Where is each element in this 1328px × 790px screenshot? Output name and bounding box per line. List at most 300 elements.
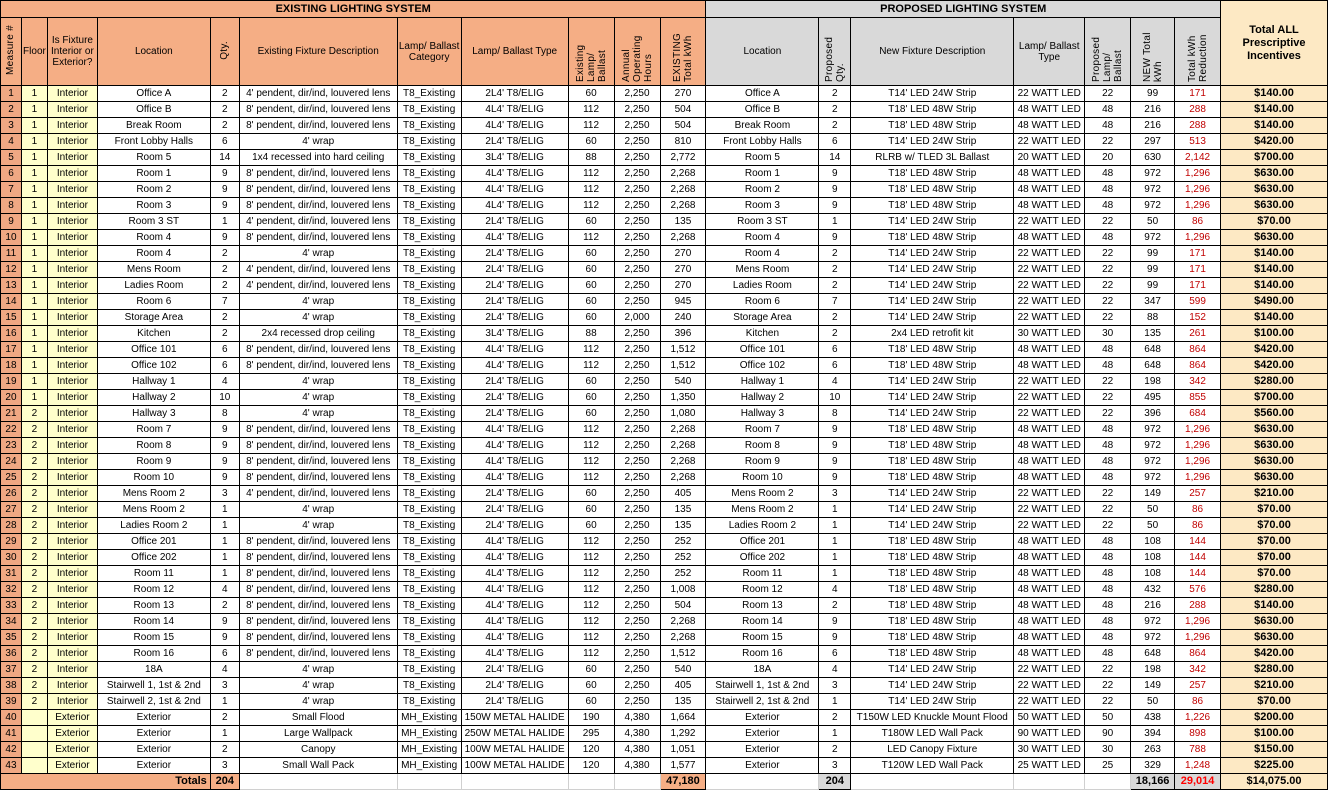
interior-exterior-cell[interactable]: Interior: [47, 406, 97, 422]
proposed-location-cell[interactable]: Stairwell 1, 1st & 2nd: [706, 678, 819, 694]
proposed-location-cell[interactable]: Office 102: [706, 358, 819, 374]
proposed-qty-cell[interactable]: 3: [819, 486, 851, 502]
proposed-qty-cell[interactable]: 2: [819, 310, 851, 326]
floor-cell[interactable]: [21, 742, 47, 758]
proposed-lamp-ballast-cell[interactable]: 48: [1085, 182, 1131, 198]
kwh-reduction-cell[interactable]: 152: [1175, 310, 1221, 326]
proposed-qty-cell[interactable]: 2: [819, 102, 851, 118]
annual-hours-cell[interactable]: 2,250: [614, 358, 660, 374]
location-cell[interactable]: Exterior: [97, 710, 210, 726]
interior-exterior-cell[interactable]: Interior: [47, 454, 97, 470]
location-cell[interactable]: Mens Room: [97, 262, 210, 278]
interior-exterior-cell[interactable]: Interior: [47, 150, 97, 166]
new-description-cell[interactable]: T14' LED 24W Strip: [851, 502, 1014, 518]
floor-cell[interactable]: 2: [21, 422, 47, 438]
measure-number-cell[interactable]: 28: [1, 518, 22, 534]
existing-lamp-ballast-cell[interactable]: 112: [568, 454, 614, 470]
location-cell[interactable]: Room 9: [97, 454, 210, 470]
proposed-qty-cell[interactable]: 1: [819, 726, 851, 742]
floor-cell[interactable]: 1: [21, 182, 47, 198]
new-description-cell[interactable]: T14' LED 24W Strip: [851, 390, 1014, 406]
lamp-category-cell[interactable]: T8_Existing: [397, 358, 461, 374]
location-cell[interactable]: Room 15: [97, 630, 210, 646]
new-description-cell[interactable]: T18' LED 48W Strip: [851, 166, 1014, 182]
lamp-type-cell[interactable]: 4L4' T8/ELIG: [461, 630, 568, 646]
incentive-cell[interactable]: $630.00: [1221, 230, 1328, 246]
existing-description-cell[interactable]: 4' wrap: [239, 374, 397, 390]
annual-hours-cell[interactable]: 2,250: [614, 678, 660, 694]
location-cell[interactable]: Kitchen: [97, 326, 210, 342]
existing-lamp-ballast-cell[interactable]: 112: [568, 614, 614, 630]
lamp-type-cell[interactable]: 2L4' T8/ELIG: [461, 390, 568, 406]
location-cell[interactable]: Office 202: [97, 550, 210, 566]
lamp-category-cell[interactable]: T8_Existing: [397, 150, 461, 166]
annual-hours-cell[interactable]: 2,250: [614, 694, 660, 710]
location-cell[interactable]: Stairwell 1, 1st & 2nd: [97, 678, 210, 694]
annual-hours-cell[interactable]: 4,380: [614, 758, 660, 774]
qty-cell[interactable]: 14: [210, 150, 239, 166]
existing-description-cell[interactable]: 4' pendent, dir/ind, louvered lens: [239, 278, 397, 294]
incentive-cell[interactable]: $420.00: [1221, 342, 1328, 358]
proposed-lamp-ballast-cell[interactable]: 90: [1085, 726, 1131, 742]
new-description-cell[interactable]: T150W LED Knuckle Mount Flood: [851, 710, 1014, 726]
measure-number-cell[interactable]: 25: [1, 470, 22, 486]
new-kwh-cell[interactable]: 972: [1131, 454, 1175, 470]
proposed-lamp-ballast-cell[interactable]: 48: [1085, 534, 1131, 550]
existing-description-cell[interactable]: 8' pendent, dir/ind, louvered lens: [239, 342, 397, 358]
proposed-lamp-type-cell[interactable]: 48 WATT LED: [1014, 198, 1085, 214]
proposed-lamp-type-cell[interactable]: 48 WATT LED: [1014, 358, 1085, 374]
measure-number-cell[interactable]: 13: [1, 278, 22, 294]
kwh-reduction-cell[interactable]: 257: [1175, 678, 1221, 694]
annual-hours-cell[interactable]: 2,250: [614, 150, 660, 166]
annual-hours-cell[interactable]: 2,250: [614, 630, 660, 646]
measure-number-cell[interactable]: 1: [1, 86, 22, 102]
existing-lamp-ballast-cell[interactable]: 112: [568, 470, 614, 486]
location-cell[interactable]: Room 16: [97, 646, 210, 662]
incentive-cell[interactable]: $140.00: [1221, 262, 1328, 278]
lamp-category-cell[interactable]: T8_Existing: [397, 614, 461, 630]
existing-lamp-ballast-cell[interactable]: 60: [568, 262, 614, 278]
qty-cell[interactable]: 2: [210, 326, 239, 342]
interior-exterior-cell[interactable]: Exterior: [47, 710, 97, 726]
existing-description-cell[interactable]: 8' pendent, dir/ind, louvered lens: [239, 598, 397, 614]
interior-exterior-cell[interactable]: Interior: [47, 166, 97, 182]
proposed-lamp-type-cell[interactable]: 22 WATT LED: [1014, 518, 1085, 534]
floor-cell[interactable]: 2: [21, 406, 47, 422]
kwh-reduction-cell[interactable]: 288: [1175, 102, 1221, 118]
incentive-cell[interactable]: $70.00: [1221, 694, 1328, 710]
proposed-lamp-ballast-cell[interactable]: 30: [1085, 326, 1131, 342]
lamp-type-cell[interactable]: 4L4' T8/ELIG: [461, 598, 568, 614]
existing-kwh-cell[interactable]: 252: [660, 550, 706, 566]
proposed-location-cell[interactable]: Room 14: [706, 614, 819, 630]
new-kwh-cell[interactable]: 648: [1131, 342, 1175, 358]
location-cell[interactable]: Ladies Room 2: [97, 518, 210, 534]
lamp-type-cell[interactable]: 2L4' T8/ELIG: [461, 374, 568, 390]
floor-cell[interactable]: 2: [21, 470, 47, 486]
existing-description-cell[interactable]: 8' pendent, dir/ind, louvered lens: [239, 438, 397, 454]
new-description-cell[interactable]: T14' LED 24W Strip: [851, 406, 1014, 422]
new-kwh-cell[interactable]: 99: [1131, 86, 1175, 102]
existing-kwh-cell[interactable]: 504: [660, 598, 706, 614]
existing-lamp-ballast-cell[interactable]: 112: [568, 550, 614, 566]
existing-kwh-cell[interactable]: 2,268: [660, 198, 706, 214]
interior-exterior-cell[interactable]: Interior: [47, 390, 97, 406]
qty-cell[interactable]: 2: [210, 246, 239, 262]
new-description-cell[interactable]: T14' LED 24W Strip: [851, 486, 1014, 502]
lamp-type-cell[interactable]: 2L4' T8/ELIG: [461, 278, 568, 294]
existing-lamp-ballast-cell[interactable]: 60: [568, 390, 614, 406]
proposed-location-cell[interactable]: Break Room: [706, 118, 819, 134]
lamp-category-cell[interactable]: T8_Existing: [397, 550, 461, 566]
floor-cell[interactable]: 2: [21, 502, 47, 518]
lamp-category-cell[interactable]: T8_Existing: [397, 470, 461, 486]
proposed-qty-cell[interactable]: 2: [819, 262, 851, 278]
proposed-lamp-type-cell[interactable]: 30 WATT LED: [1014, 742, 1085, 758]
lamp-type-cell[interactable]: 2L4' T8/ELIG: [461, 518, 568, 534]
proposed-qty-cell[interactable]: 3: [819, 678, 851, 694]
annual-hours-cell[interactable]: 2,250: [614, 518, 660, 534]
lamp-type-cell[interactable]: 4L4' T8/ELIG: [461, 614, 568, 630]
kwh-reduction-cell[interactable]: 1,296: [1175, 182, 1221, 198]
new-kwh-cell[interactable]: 99: [1131, 246, 1175, 262]
kwh-reduction-cell[interactable]: 1,296: [1175, 422, 1221, 438]
measure-number-cell[interactable]: 37: [1, 662, 22, 678]
annual-hours-cell[interactable]: 2,000: [614, 310, 660, 326]
new-description-cell[interactable]: T18' LED 48W Strip: [851, 566, 1014, 582]
existing-kwh-cell[interactable]: 135: [660, 518, 706, 534]
floor-cell[interactable]: 1: [21, 102, 47, 118]
proposed-lamp-ballast-cell[interactable]: 48: [1085, 454, 1131, 470]
new-kwh-cell[interactable]: 495: [1131, 390, 1175, 406]
new-description-cell[interactable]: T18' LED 48W Strip: [851, 582, 1014, 598]
incentive-cell[interactable]: $225.00: [1221, 758, 1328, 774]
kwh-reduction-cell[interactable]: 684: [1175, 406, 1221, 422]
annual-hours-cell[interactable]: 2,250: [614, 566, 660, 582]
floor-cell[interactable]: 2: [21, 550, 47, 566]
lamp-type-cell[interactable]: 2L4' T8/ELIG: [461, 310, 568, 326]
measure-number-cell[interactable]: 6: [1, 166, 22, 182]
location-cell[interactable]: Exterior: [97, 726, 210, 742]
proposed-location-cell[interactable]: Room 13: [706, 598, 819, 614]
proposed-lamp-ballast-cell[interactable]: 48: [1085, 598, 1131, 614]
lamp-type-cell[interactable]: 2L4' T8/ELIG: [461, 214, 568, 230]
annual-hours-cell[interactable]: 2,250: [614, 662, 660, 678]
location-cell[interactable]: Room 3: [97, 198, 210, 214]
floor-cell[interactable]: 1: [21, 390, 47, 406]
existing-kwh-cell[interactable]: 1,051: [660, 742, 706, 758]
new-kwh-cell[interactable]: 108: [1131, 550, 1175, 566]
kwh-reduction-cell[interactable]: 342: [1175, 662, 1221, 678]
proposed-lamp-type-cell[interactable]: 22 WATT LED: [1014, 374, 1085, 390]
location-cell[interactable]: Hallway 1: [97, 374, 210, 390]
new-description-cell[interactable]: T14' LED 24W Strip: [851, 374, 1014, 390]
kwh-reduction-cell[interactable]: 855: [1175, 390, 1221, 406]
lamp-type-cell[interactable]: 100W METAL HALIDE: [461, 742, 568, 758]
lamp-category-cell[interactable]: T8_Existing: [397, 694, 461, 710]
existing-description-cell[interactable]: 1x4 recessed into hard ceiling: [239, 150, 397, 166]
location-cell[interactable]: Office B: [97, 102, 210, 118]
existing-lamp-ballast-cell[interactable]: 120: [568, 758, 614, 774]
floor-cell[interactable]: 2: [21, 598, 47, 614]
new-kwh-cell[interactable]: 972: [1131, 470, 1175, 486]
existing-lamp-ballast-cell[interactable]: 60: [568, 486, 614, 502]
proposed-qty-cell[interactable]: 10: [819, 390, 851, 406]
proposed-lamp-ballast-cell[interactable]: 48: [1085, 566, 1131, 582]
location-cell[interactable]: Front Lobby Halls: [97, 134, 210, 150]
measure-number-cell[interactable]: 16: [1, 326, 22, 342]
existing-kwh-cell[interactable]: 1,512: [660, 342, 706, 358]
proposed-lamp-ballast-cell[interactable]: 22: [1085, 502, 1131, 518]
kwh-reduction-cell[interactable]: 144: [1175, 550, 1221, 566]
qty-cell[interactable]: 4: [210, 662, 239, 678]
location-cell[interactable]: Room 5: [97, 150, 210, 166]
annual-hours-cell[interactable]: 2,250: [614, 502, 660, 518]
qty-cell[interactable]: 1: [210, 550, 239, 566]
existing-lamp-ballast-cell[interactable]: 60: [568, 134, 614, 150]
proposed-lamp-type-cell[interactable]: 22 WATT LED: [1014, 678, 1085, 694]
existing-description-cell[interactable]: 8' pendent, dir/ind, louvered lens: [239, 470, 397, 486]
proposed-location-cell[interactable]: Room 3 ST: [706, 214, 819, 230]
interior-exterior-cell[interactable]: Interior: [47, 374, 97, 390]
existing-lamp-ballast-cell[interactable]: 112: [568, 646, 614, 662]
incentive-cell[interactable]: $630.00: [1221, 422, 1328, 438]
new-kwh-cell[interactable]: 972: [1131, 198, 1175, 214]
location-cell[interactable]: Ladies Room: [97, 278, 210, 294]
lamp-type-cell[interactable]: 150W METAL HALIDE: [461, 710, 568, 726]
incentive-cell[interactable]: $560.00: [1221, 406, 1328, 422]
existing-kwh-cell[interactable]: 810: [660, 134, 706, 150]
proposed-location-cell[interactable]: Room 4: [706, 230, 819, 246]
existing-description-cell[interactable]: 4' wrap: [239, 694, 397, 710]
qty-cell[interactable]: 2: [210, 598, 239, 614]
new-kwh-cell[interactable]: 50: [1131, 502, 1175, 518]
lamp-category-cell[interactable]: T8_Existing: [397, 454, 461, 470]
qty-cell[interactable]: 6: [210, 342, 239, 358]
new-kwh-cell[interactable]: 972: [1131, 166, 1175, 182]
floor-cell[interactable]: 1: [21, 230, 47, 246]
measure-number-cell[interactable]: 10: [1, 230, 22, 246]
kwh-reduction-cell[interactable]: 1,226: [1175, 710, 1221, 726]
interior-exterior-cell[interactable]: Interior: [47, 438, 97, 454]
qty-cell[interactable]: 2: [210, 86, 239, 102]
proposed-lamp-ballast-cell[interactable]: 22: [1085, 374, 1131, 390]
proposed-location-cell[interactable]: Stairwell 2, 1st & 2nd: [706, 694, 819, 710]
annual-hours-cell[interactable]: 2,250: [614, 134, 660, 150]
incentive-cell[interactable]: $70.00: [1221, 550, 1328, 566]
incentive-cell[interactable]: $200.00: [1221, 710, 1328, 726]
existing-kwh-cell[interactable]: 1,512: [660, 358, 706, 374]
kwh-reduction-cell[interactable]: 1,296: [1175, 198, 1221, 214]
qty-cell[interactable]: 10: [210, 390, 239, 406]
existing-kwh-cell[interactable]: 2,268: [660, 614, 706, 630]
existing-lamp-ballast-cell[interactable]: 60: [568, 694, 614, 710]
proposed-lamp-ballast-cell[interactable]: 48: [1085, 342, 1131, 358]
proposed-location-cell[interactable]: Exterior: [706, 710, 819, 726]
lamp-type-cell[interactable]: 4L4' T8/ELIG: [461, 118, 568, 134]
proposed-qty-cell[interactable]: 2: [819, 86, 851, 102]
location-cell[interactable]: Stairwell 2, 1st & 2nd: [97, 694, 210, 710]
existing-description-cell[interactable]: 8' pendent, dir/ind, louvered lens: [239, 550, 397, 566]
proposed-qty-cell[interactable]: 1: [819, 534, 851, 550]
new-kwh-cell[interactable]: 432: [1131, 582, 1175, 598]
floor-cell[interactable]: [21, 726, 47, 742]
proposed-lamp-type-cell[interactable]: 48 WATT LED: [1014, 118, 1085, 134]
lamp-category-cell[interactable]: MH_Existing: [397, 742, 461, 758]
new-kwh-cell[interactable]: 198: [1131, 374, 1175, 390]
existing-kwh-cell[interactable]: 135: [660, 502, 706, 518]
new-kwh-cell[interactable]: 216: [1131, 598, 1175, 614]
new-description-cell[interactable]: T14' LED 24W Strip: [851, 246, 1014, 262]
proposed-location-cell[interactable]: Room 3: [706, 198, 819, 214]
new-description-cell[interactable]: T18' LED 48W Strip: [851, 102, 1014, 118]
measure-number-cell[interactable]: 36: [1, 646, 22, 662]
proposed-lamp-type-cell[interactable]: 22 WATT LED: [1014, 278, 1085, 294]
lamp-category-cell[interactable]: T8_Existing: [397, 630, 461, 646]
lamp-category-cell[interactable]: T8_Existing: [397, 342, 461, 358]
existing-description-cell[interactable]: 4' wrap: [239, 246, 397, 262]
qty-cell[interactable]: 4: [210, 582, 239, 598]
existing-lamp-ballast-cell[interactable]: 112: [568, 198, 614, 214]
kwh-reduction-cell[interactable]: 898: [1175, 726, 1221, 742]
new-kwh-cell[interactable]: 149: [1131, 486, 1175, 502]
proposed-lamp-ballast-cell[interactable]: 50: [1085, 710, 1131, 726]
lamp-category-cell[interactable]: T8_Existing: [397, 326, 461, 342]
kwh-reduction-cell[interactable]: 171: [1175, 86, 1221, 102]
lamp-category-cell[interactable]: T8_Existing: [397, 374, 461, 390]
floor-cell[interactable]: 1: [21, 166, 47, 182]
proposed-lamp-type-cell[interactable]: 48 WATT LED: [1014, 102, 1085, 118]
proposed-lamp-ballast-cell[interactable]: 48: [1085, 470, 1131, 486]
proposed-qty-cell[interactable]: 9: [819, 182, 851, 198]
proposed-qty-cell[interactable]: 3: [819, 758, 851, 774]
proposed-lamp-type-cell[interactable]: 48 WATT LED: [1014, 470, 1085, 486]
measure-number-cell[interactable]: 29: [1, 534, 22, 550]
kwh-reduction-cell[interactable]: 2,142: [1175, 150, 1221, 166]
measure-number-cell[interactable]: 23: [1, 438, 22, 454]
incentive-cell[interactable]: $100.00: [1221, 326, 1328, 342]
existing-kwh-cell[interactable]: 2,772: [660, 150, 706, 166]
existing-kwh-cell[interactable]: 1,080: [660, 406, 706, 422]
qty-cell[interactable]: 1: [210, 534, 239, 550]
existing-lamp-ballast-cell[interactable]: 112: [568, 230, 614, 246]
existing-lamp-ballast-cell[interactable]: 112: [568, 182, 614, 198]
proposed-lamp-type-cell[interactable]: 48 WATT LED: [1014, 422, 1085, 438]
new-description-cell[interactable]: T18' LED 48W Strip: [851, 422, 1014, 438]
proposed-qty-cell[interactable]: 9: [819, 470, 851, 486]
annual-hours-cell[interactable]: 2,250: [614, 534, 660, 550]
qty-cell[interactable]: 2: [210, 742, 239, 758]
measure-number-cell[interactable]: 41: [1, 726, 22, 742]
interior-exterior-cell[interactable]: Interior: [47, 518, 97, 534]
existing-description-cell[interactable]: 8' pendent, dir/ind, louvered lens: [239, 454, 397, 470]
proposed-lamp-ballast-cell[interactable]: 22: [1085, 278, 1131, 294]
lamp-category-cell[interactable]: T8_Existing: [397, 102, 461, 118]
interior-exterior-cell[interactable]: Interior: [47, 630, 97, 646]
existing-lamp-ballast-cell[interactable]: 112: [568, 102, 614, 118]
incentive-cell[interactable]: $100.00: [1221, 726, 1328, 742]
location-cell[interactable]: Office A: [97, 86, 210, 102]
location-cell[interactable]: Break Room: [97, 118, 210, 134]
interior-exterior-cell[interactable]: Interior: [47, 422, 97, 438]
proposed-qty-cell[interactable]: 1: [819, 566, 851, 582]
lamp-type-cell[interactable]: 4L4' T8/ELIG: [461, 182, 568, 198]
lamp-type-cell[interactable]: 100W METAL HALIDE: [461, 758, 568, 774]
annual-hours-cell[interactable]: 2,250: [614, 326, 660, 342]
location-cell[interactable]: Room 4: [97, 230, 210, 246]
proposed-lamp-type-cell[interactable]: 22 WATT LED: [1014, 294, 1085, 310]
qty-cell[interactable]: 3: [210, 758, 239, 774]
incentive-cell[interactable]: $140.00: [1221, 86, 1328, 102]
measure-number-cell[interactable]: 39: [1, 694, 22, 710]
proposed-lamp-ballast-cell[interactable]: 22: [1085, 486, 1131, 502]
proposed-lamp-type-cell[interactable]: 22 WATT LED: [1014, 694, 1085, 710]
annual-hours-cell[interactable]: 4,380: [614, 726, 660, 742]
existing-description-cell[interactable]: 8' pendent, dir/ind, louvered lens: [239, 630, 397, 646]
new-description-cell[interactable]: T14' LED 24W Strip: [851, 278, 1014, 294]
new-kwh-cell[interactable]: 394: [1131, 726, 1175, 742]
new-kwh-cell[interactable]: 108: [1131, 566, 1175, 582]
existing-kwh-cell[interactable]: 1,008: [660, 582, 706, 598]
new-description-cell[interactable]: T18' LED 48W Strip: [851, 550, 1014, 566]
proposed-lamp-ballast-cell[interactable]: 22: [1085, 262, 1131, 278]
new-kwh-cell[interactable]: 438: [1131, 710, 1175, 726]
floor-cell[interactable]: 2: [21, 566, 47, 582]
qty-cell[interactable]: 9: [210, 614, 239, 630]
incentive-cell[interactable]: $420.00: [1221, 646, 1328, 662]
existing-description-cell[interactable]: 4' pendent, dir/ind, louvered lens: [239, 486, 397, 502]
location-cell[interactable]: Hallway 2: [97, 390, 210, 406]
existing-lamp-ballast-cell[interactable]: 60: [568, 214, 614, 230]
floor-cell[interactable]: [21, 758, 47, 774]
new-description-cell[interactable]: T18' LED 48W Strip: [851, 182, 1014, 198]
lamp-category-cell[interactable]: T8_Existing: [397, 134, 461, 150]
existing-kwh-cell[interactable]: 1,512: [660, 646, 706, 662]
existing-lamp-ballast-cell[interactable]: 60: [568, 294, 614, 310]
kwh-reduction-cell[interactable]: 864: [1175, 358, 1221, 374]
new-description-cell[interactable]: T18' LED 48W Strip: [851, 646, 1014, 662]
existing-lamp-ballast-cell[interactable]: 60: [568, 518, 614, 534]
interior-exterior-cell[interactable]: Interior: [47, 246, 97, 262]
kwh-reduction-cell[interactable]: 144: [1175, 566, 1221, 582]
proposed-qty-cell[interactable]: 14: [819, 150, 851, 166]
annual-hours-cell[interactable]: 2,250: [614, 582, 660, 598]
incentive-cell[interactable]: $140.00: [1221, 278, 1328, 294]
interior-exterior-cell[interactable]: Interior: [47, 326, 97, 342]
existing-lamp-ballast-cell[interactable]: 112: [568, 582, 614, 598]
measure-number-cell[interactable]: 21: [1, 406, 22, 422]
measure-number-cell[interactable]: 18: [1, 358, 22, 374]
proposed-lamp-type-cell[interactable]: 48 WATT LED: [1014, 166, 1085, 182]
new-kwh-cell[interactable]: 50: [1131, 214, 1175, 230]
annual-hours-cell[interactable]: 2,250: [614, 214, 660, 230]
proposed-lamp-ballast-cell[interactable]: 22: [1085, 678, 1131, 694]
proposed-lamp-ballast-cell[interactable]: 48: [1085, 118, 1131, 134]
kwh-reduction-cell[interactable]: 1,248: [1175, 758, 1221, 774]
proposed-lamp-ballast-cell[interactable]: 48: [1085, 358, 1131, 374]
proposed-qty-cell[interactable]: 9: [819, 166, 851, 182]
location-cell[interactable]: Room 14: [97, 614, 210, 630]
proposed-qty-cell[interactable]: 1: [819, 214, 851, 230]
incentive-cell[interactable]: $140.00: [1221, 310, 1328, 326]
existing-description-cell[interactable]: 4' wrap: [239, 294, 397, 310]
measure-number-cell[interactable]: 12: [1, 262, 22, 278]
lamp-type-cell[interactable]: 3L4' T8/ELIG: [461, 326, 568, 342]
floor-cell[interactable]: 1: [21, 150, 47, 166]
new-description-cell[interactable]: T14' LED 24W Strip: [851, 694, 1014, 710]
new-kwh-cell[interactable]: 135: [1131, 326, 1175, 342]
